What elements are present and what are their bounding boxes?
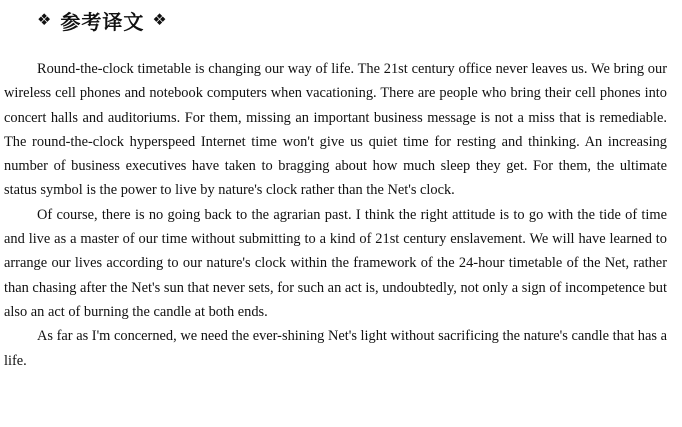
paragraph-2: Of course, there is no going back to the agrarian past. I think the right attitude is to go with the tide of time and live as a master of our time without submitting to a kind of 21st century enslavement. We will have learned to arrange our lives according to our nature's clock within the framework of the 24-hour timetable of the Net, rather than chasing after the Net's sun that never sets, for such an act is, undoubtedly, not only a sign of incompetence but also an act of burning the candle at both ends.	[4, 206, 667, 320]
ornament-left-icon: ❖	[37, 10, 53, 29]
document-page	[4, 0, 667, 427]
ornament-right-icon: ❖	[152, 10, 168, 29]
heading-title: 参考译文	[60, 9, 145, 34]
article-body	[4, 57, 667, 373]
section-heading	[37, 4, 168, 36]
paragraph-1: Round-the-clock timetable is changing our way of life. The 21st century office never leaves us. We bring our wireless cell phones and notebook computers when vacationing. There are people who bring their cell phones into concert halls and auditoriums. For them, missing an important business message is not a miss that is remediable. The round-the-clock hyperspeed Internet time won't give us quiet time for resting and thinking. An increasing number of business executives have taken to bragging about how much sleep they get. For them, the ultimate status symbol is the power to live by nature's clock rather than the Net's clock.	[4, 61, 667, 199]
paragraph-3: As far as I'm concerned, we need the ever-shining Net's light without sacrificing the nature's candle that has a life.	[4, 328, 667, 369]
